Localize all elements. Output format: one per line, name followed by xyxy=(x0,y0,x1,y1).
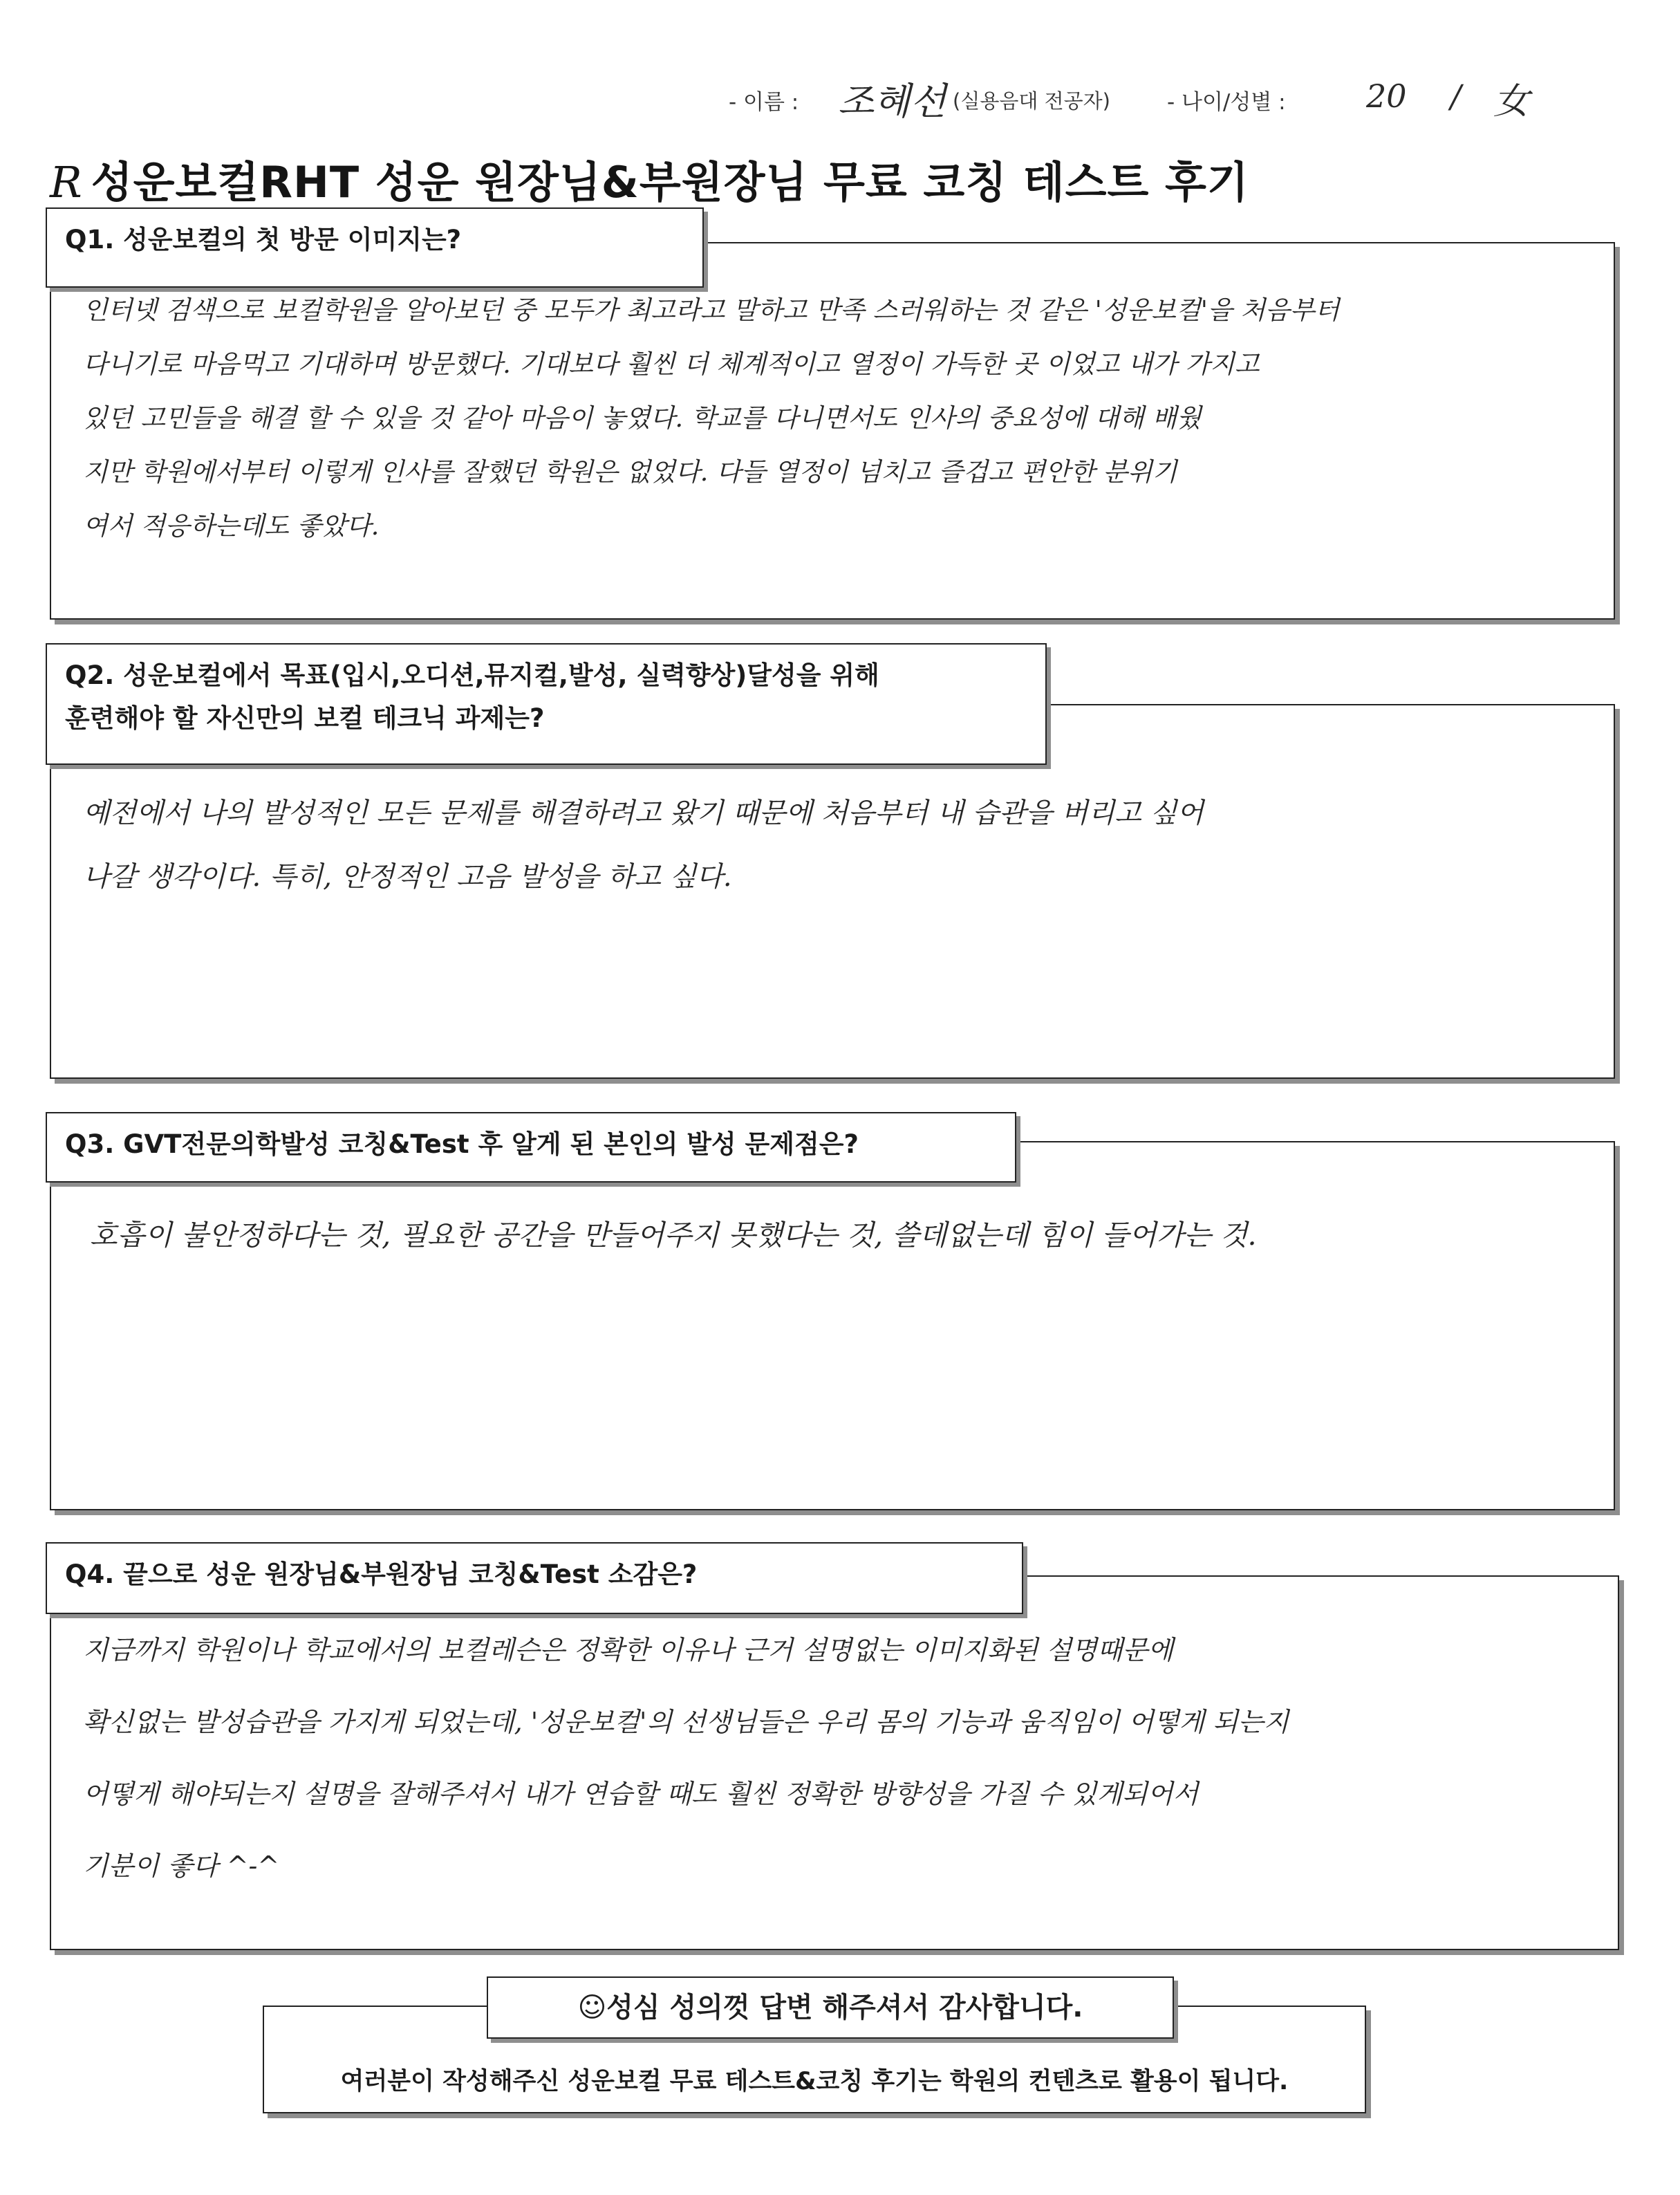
answer-line: 지만 학원에서부터 이렇게 인사를 잘했던 학원은 없었다. 다들 열정이 넘치고 즐겁고 편안한 분위기 xyxy=(83,457,1177,487)
answer-line: 어떻게 해야되는지 설명을 잘해주셔서 내가 연습할 때도 훨씬 정확한 방향성을 가질 수 있게되어서 xyxy=(83,1779,1199,1809)
answer-q4 xyxy=(83,1614,1604,1902)
answer-line: 기분이 좋다 ^-^ xyxy=(83,1851,280,1881)
answer-line: 예전에서 나의 발성적인 모든 문제를 해결하려고 왔기 때문에 처음부터 내 습관을 버리고 싶어 xyxy=(83,797,1204,829)
answer-q1 xyxy=(83,284,1597,553)
answer-line: 인터넷 검색으로 보컬학원을 알아보던 중 모두가 최고라고 말하고 만족 스러워하는 것 같은 '성운보컬'을 처음부터 xyxy=(83,295,1340,325)
question-box-q1 xyxy=(46,207,704,288)
question-q1: Q1. 성운보컬의 첫 방문 이미지는? xyxy=(65,225,462,254)
age-value: 20 xyxy=(1366,77,1407,115)
name-label: - 이름 : xyxy=(729,90,799,115)
answer-line: 있던 고민들을 해결 할 수 있을 것 같아 마음이 놓였다. 학교를 다니면서도 인사의 중요성에 대해 배웠 xyxy=(83,403,1202,433)
answer-box-q3 xyxy=(50,1141,1615,1510)
age-gender-label: - 나이/성별 : xyxy=(1167,90,1286,115)
answer-line: 호흡이 불안정하다는 것, 필요한 공간을 만들어주지 못했다는 것, 쓸데없는데 힘이 들어가는 것. xyxy=(90,1219,1257,1252)
separator: / xyxy=(1450,77,1462,115)
question-q2-line2: 훈련해야 할 자신만의 보컬 테크닉 과제는? xyxy=(65,703,545,733)
question-q4: Q4. 끝으로 성운 원장님&부원장님 코칭&Test 소감은? xyxy=(65,1559,698,1589)
name-note: (실용음대 전공자) xyxy=(953,89,1110,113)
gender-value: 女 xyxy=(1493,81,1530,122)
answer-q3 xyxy=(90,1207,1597,1263)
answer-q2 xyxy=(83,781,1597,909)
question-box-q4 xyxy=(46,1542,1023,1614)
title-mark: R xyxy=(50,157,83,207)
question-box-q2 xyxy=(46,643,1047,765)
title-text: 성운보컬RHT 성운 원장님&부원장님 무료 코칭 테스트 후기 xyxy=(91,157,1249,207)
answer-line: 확신없는 발성습관을 가지게 되었는데, '성운보컬'의 선생님들은 우리 몸의 기능과 움직임이 어떻게 되는지 xyxy=(83,1707,1289,1737)
page-title xyxy=(50,148,1249,210)
footer-text: 여러분이 작성해주신 성운보컬 무료 테스트&코칭 후기는 학원의 컨텐츠로 활용이 됩니다. xyxy=(340,2068,1289,2095)
name-value: 조혜선 xyxy=(838,80,946,123)
question-q2-line1: Q2. 성운보컬에서 목표(입시,오디션,뮤지컬,발성, 실력향상)달성을 위해 xyxy=(65,660,879,690)
question-q3: Q3. GVT전문의학발성 코칭&Test 후 알게 된 본인의 발성 문제점은? xyxy=(65,1129,859,1159)
answer-line: 나갈 생각이다. 특히, 안정적인 고음 발성을 하고 싶다. xyxy=(83,861,732,893)
answer-line: 다니기로 마음먹고 기대하며 방문했다. 기대보다 훨씬 더 체계적이고 열정이 가득한 곳 이었고 내가 가지고 xyxy=(83,349,1260,379)
answer-line: 여서 적응하는데도 좋았다. xyxy=(83,511,380,541)
question-box-q3 xyxy=(46,1112,1016,1183)
footer-title: ☺성심 성의껏 답변 해주셔서 감사합니다. xyxy=(487,1976,1174,2039)
answer-line: 지금까지 학원이나 학교에서의 보컬레슨은 정확한 이유나 근거 설명없는 이미지화된 설명때문에 xyxy=(83,1635,1174,1665)
